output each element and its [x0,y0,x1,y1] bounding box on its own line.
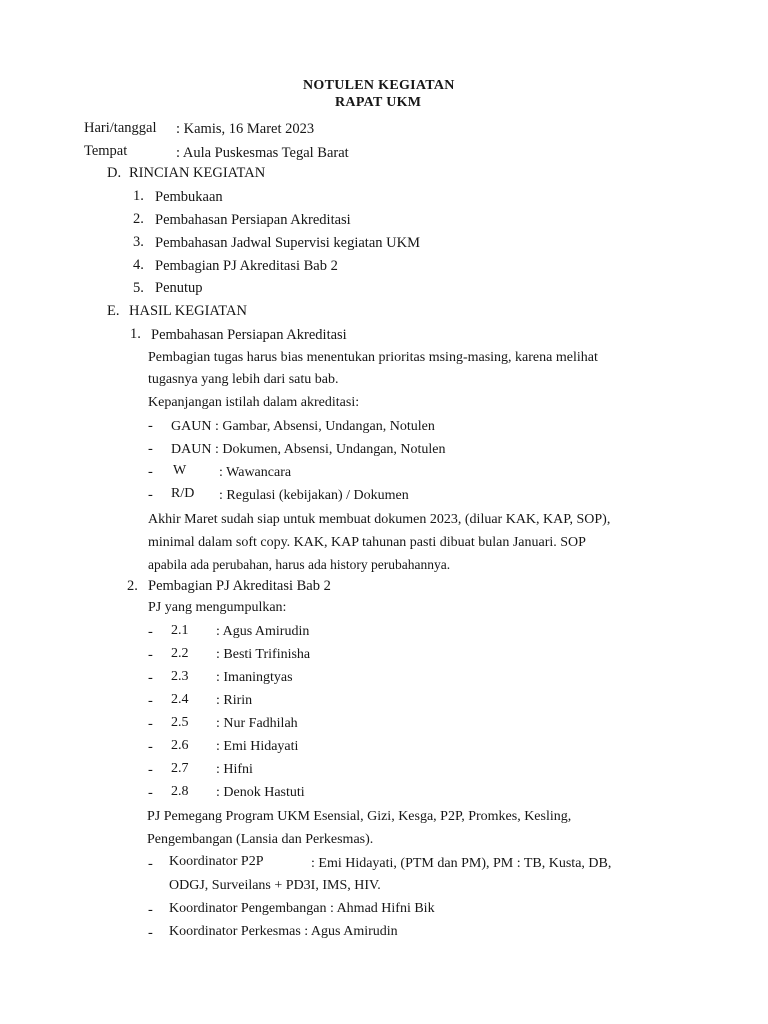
assignment-code: 2.4 [171,692,189,707]
section-e-letter: E. [107,303,120,319]
assignment-code: 2.7 [171,761,189,776]
term-definition: : Regulasi (kebijakan) / Dokumen [219,488,409,503]
result-item-heading: Pembagian PJ Akreditasi Bab 2 [148,578,331,594]
assignment-name: : Nur Fadhilah [216,716,298,731]
assignment-name: : Ririn [216,693,253,708]
assignment-dash: - [148,762,153,778]
assignment-name: : Hifni [216,762,253,777]
section-e-heading: HASIL KEGIATAN [129,303,247,319]
coordinator-value-cont: ODGJ, Surveilans + PD3I, IMS, HIV. [169,878,381,893]
assignment-code: 2.3 [171,669,189,684]
list-item-number: 2. [133,211,144,227]
section-d-letter: D. [107,165,122,181]
list-item-text: Pembagian PJ Akreditasi Bab 2 [155,258,338,274]
place-label: Tempat [84,143,128,159]
paragraph-line: Pengembangan (Lansia dan Perkesmas). [147,832,374,847]
document-subtitle: RAPAT UKM [335,95,422,110]
list-item-number: 4. [133,257,144,273]
list-item-number: 3. [133,234,144,250]
coordinator-dash: - [148,856,153,872]
assignments-intro: PJ yang mengumpulkan: [148,600,287,615]
term-text: DAUN : Dokumen, Absensi, Undangan, Notulen [171,442,446,457]
coordinator-value: : Emi Hidayati, (PTM dan PM), PM : TB, Kusta, DB, [311,856,612,871]
term-abbrev: R/D [171,486,195,501]
assignment-dash: - [148,624,153,640]
result-item-heading: Pembahasan Persiapan Akreditasi [151,327,347,343]
assignment-code: 2.8 [171,784,189,799]
document-title: NOTULEN KEGIATAN [303,78,455,93]
list-item-number: 1. [133,188,144,204]
terms-intro: Kepanjangan istilah dalam akreditasi: [148,395,360,410]
assignment-name: : Denok Hastuti [216,785,305,800]
assignment-dash: - [148,739,153,755]
assignment-code: 2.5 [171,715,189,730]
coordinator-label: Koordinator P2P [169,854,264,869]
paragraph-line: Akhir Maret sudah siap untuk membuat dokumen 2023, (diluar KAK, KAP, SOP), [148,512,611,527]
term-abbrev: W [173,463,187,478]
coordinator-dash: - [148,925,153,941]
paragraph-line: apabila ada perubahan, harus ada history perubahannya. [148,557,451,572]
result-item-number: 1. [130,326,141,342]
list-item-text: Penutup [155,280,203,296]
assignment-dash: - [148,670,153,686]
list-item-number: 5. [133,280,144,296]
list-item-text: Pembahasan Persiapan Akreditasi [155,212,351,228]
result-item-number: 2. [127,578,138,594]
assignment-name: : Imaningtyas [216,670,293,685]
assignment-name: : Agus Amirudin [216,624,310,639]
coordinator-dash: - [148,902,153,918]
assignment-dash: - [148,693,153,709]
term-dash: - [148,487,153,503]
assignment-dash: - [148,716,153,732]
assignment-dash: - [148,785,153,801]
term-dash: - [148,418,153,434]
paragraph-line: Pembagian tugas harus bias menentukan prioritas msing-masing, karena melihat [148,350,598,365]
term-text: GAUN : Gambar, Absensi, Undangan, Notulen [171,419,435,434]
term-dash: - [148,464,153,480]
coordinator-label: Koordinator Perkesmas : Agus Amirudin [169,924,398,939]
date-value: : Kamis, 16 Maret 2023 [176,121,315,137]
paragraph-line: minimal dalam soft copy. KAK, KAP tahunan pasti dibuat bulan Januari. SOP [148,535,586,550]
list-item-text: Pembahasan Jadwal Supervisi kegiatan UKM [155,235,420,251]
assignment-name: : Besti Trifinisha [216,647,311,662]
assignment-code: 2.1 [171,623,189,638]
assignment-code: 2.6 [171,738,189,753]
term-dash: - [148,441,153,457]
term-definition: : Wawancara [219,465,292,480]
paragraph-line: PJ Pemegang Program UKM Esensial, Gizi, Kesga, P2P, Promkes, Kesling, [147,809,572,824]
section-d-heading: RINCIAN KEGIATAN [129,165,266,181]
date-label: Hari/tanggal [84,120,157,136]
place-value: : Aula Puskesmas Tegal Barat [176,145,349,161]
coordinator-label: Koordinator Pengembangan : Ahmad Hifni Bik [169,901,435,916]
assignment-dash: - [148,647,153,663]
assignment-code: 2.2 [171,646,189,661]
list-item-text: Pembukaan [155,189,223,205]
paragraph-line: tugasnya yang lebih dari satu bab. [148,372,339,387]
assignment-name: : Emi Hidayati [216,739,299,754]
